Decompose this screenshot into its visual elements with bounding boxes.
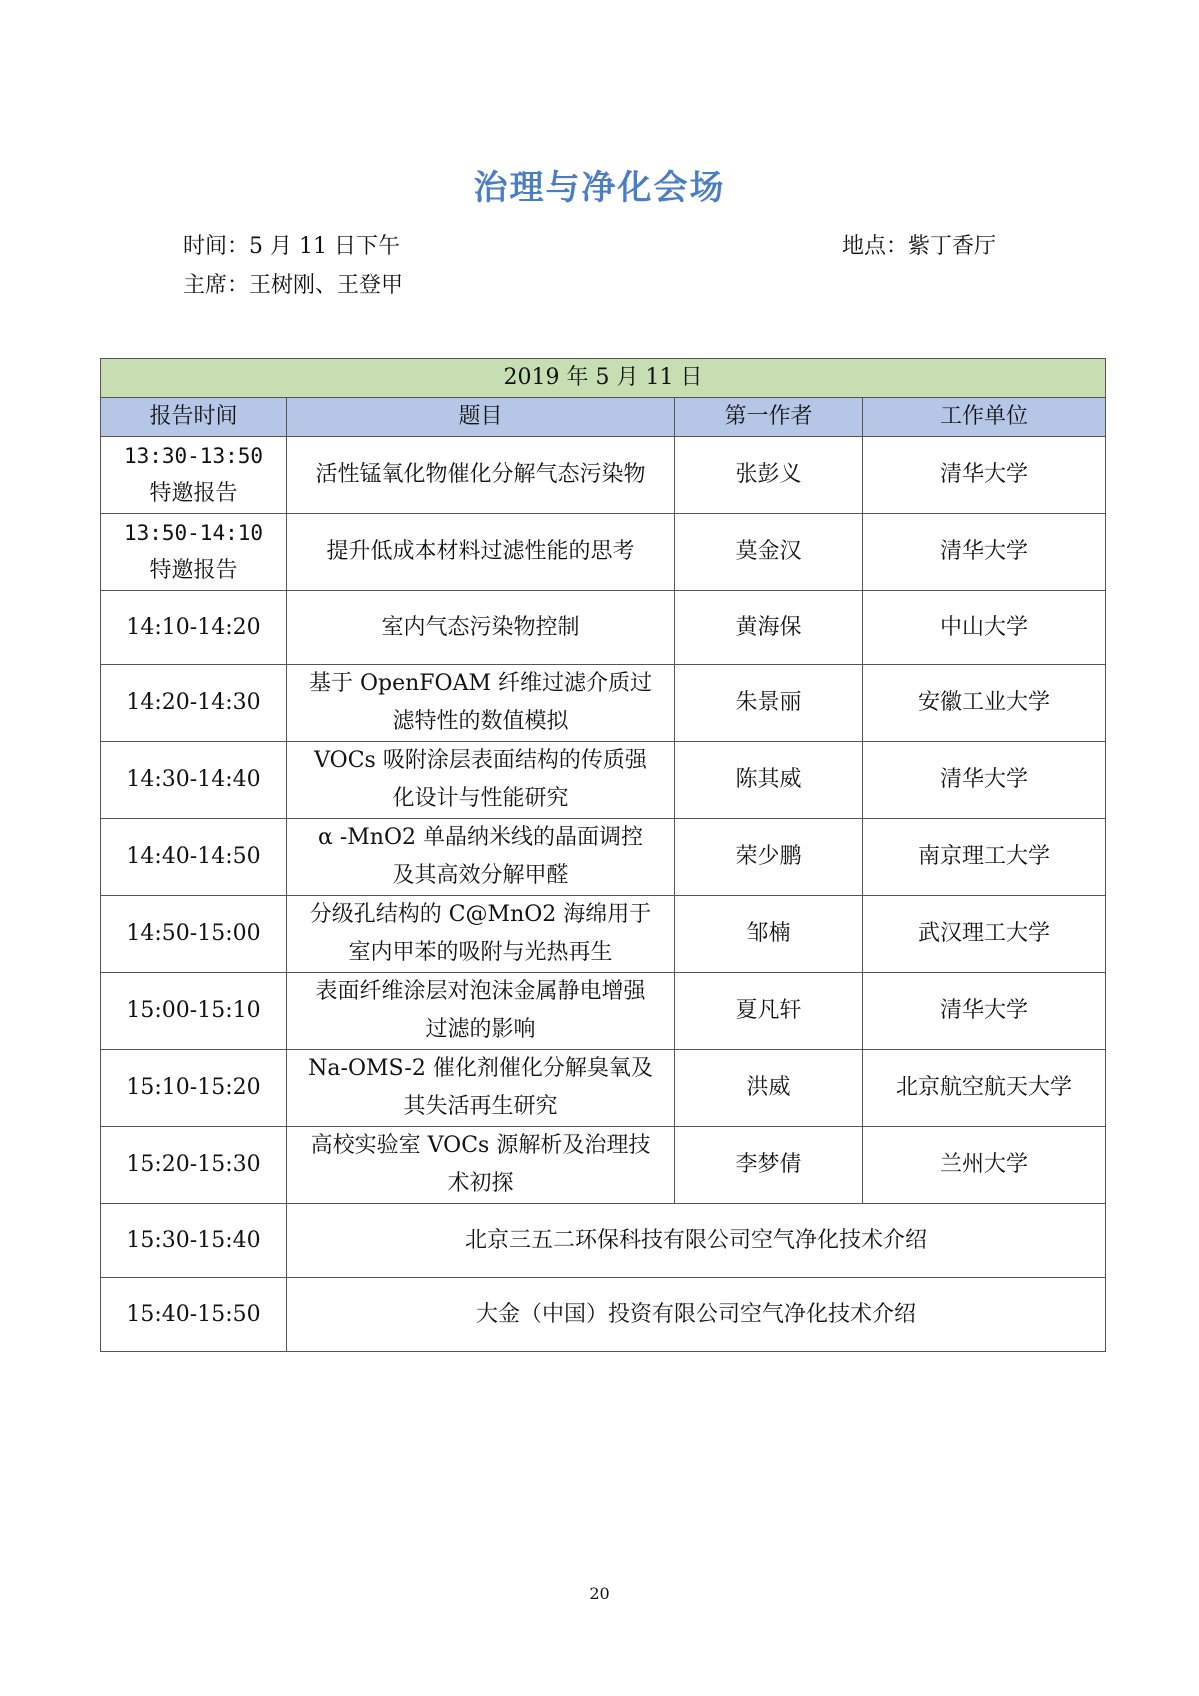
- note-text: 特邀报告: [149, 481, 238, 506]
- author-cell: 张彭义: [675, 437, 863, 514]
- title-line-1: 基于 OpenFOAM 纤维过滤介质过: [308, 671, 652, 696]
- author-cell: 荣少鹏: [675, 819, 863, 896]
- table-row: [101, 896, 1106, 973]
- table-row: [101, 514, 1106, 591]
- title-line-1: VOCs 吸附涂层表面结构的传质强: [314, 748, 647, 773]
- note-text: 特邀报告: [149, 558, 238, 583]
- author-cell: 李梦倩: [675, 1127, 863, 1204]
- title-line-2: 其失活再生研究: [403, 1094, 558, 1119]
- time-cell: 14:30-14:40: [101, 742, 287, 819]
- time-cell: 15:20-15:30: [101, 1127, 287, 1204]
- title-line-1: 高校实验室 VOCs 源解析及治理技: [310, 1133, 651, 1158]
- title-cell: [287, 1050, 675, 1127]
- author-cell: 陈其威: [675, 742, 863, 819]
- title-line-2: 术初探: [447, 1171, 514, 1196]
- header-title: 题目: [287, 398, 675, 437]
- time-cell: 14:40-14:50: [101, 819, 287, 896]
- table-row: [101, 973, 1106, 1050]
- span-text-cell: 北京三五二环保科技有限公司空气净化技术介绍: [287, 1204, 1106, 1278]
- title-cell: [287, 665, 675, 742]
- author-cell: 洪威: [675, 1050, 863, 1127]
- header-time: 报告时间: [101, 398, 287, 437]
- session-time: 时间：5 月 11 日下午: [183, 234, 400, 259]
- title-cell: 提升低成本材料过滤性能的思考: [287, 514, 675, 591]
- time-cell: 15:40-15:50: [101, 1278, 287, 1352]
- author-cell: 黄海保: [675, 591, 863, 665]
- schedule-table: [100, 358, 1106, 1352]
- title-line-1: 分级孔结构的 C@MnO2 海绵用于: [309, 902, 652, 927]
- time-cell: 15:00-15:10: [101, 973, 287, 1050]
- table-row: [101, 1204, 1106, 1278]
- title-cell: [287, 1127, 675, 1204]
- time-cell: 15:10-15:20: [101, 1050, 287, 1127]
- org-cell: 清华大学: [863, 973, 1106, 1050]
- title-line-2: 室内甲苯的吸附与光热再生: [348, 940, 613, 965]
- table-row: [101, 742, 1106, 819]
- title-cell: [287, 896, 675, 973]
- org-cell: 兰州大学: [863, 1127, 1106, 1204]
- page-number: 20: [589, 1584, 610, 1603]
- time-cell: 14:10-14:20: [101, 591, 287, 665]
- title-cell: 活性锰氧化物催化分解气态污染物: [287, 437, 675, 514]
- time-cell: 14:50-15:00: [101, 896, 287, 973]
- time-cell: 15:30-15:40: [101, 1204, 287, 1278]
- title-line-2: 及其高效分解甲醛: [392, 863, 569, 888]
- table-row: [101, 591, 1106, 665]
- time-text: 13:30-13:50: [123, 444, 264, 468]
- date-cell: 2019 年 5 月 11 日: [101, 359, 1106, 398]
- time-text: 13:50-14:10: [123, 521, 264, 545]
- org-cell: 南京理工大学: [863, 819, 1106, 896]
- title-line-1: Na-OMS-2 催化剂催化分解臭氧及: [308, 1056, 653, 1081]
- table-row: [101, 819, 1106, 896]
- table-row: [101, 437, 1106, 514]
- title-cell: [287, 973, 675, 1050]
- table-row: [101, 1050, 1106, 1127]
- title-cell: [287, 742, 675, 819]
- title-line-2: 过滤的影响: [425, 1017, 536, 1042]
- table-row: [101, 1278, 1106, 1352]
- title-cell: 室内气态污染物控制: [287, 591, 675, 665]
- header-author: 第一作者: [675, 398, 863, 437]
- table-row: [101, 665, 1106, 742]
- org-cell: 清华大学: [863, 437, 1106, 514]
- span-text-cell: 大金（中国）投资有限公司空气净化技术介绍: [287, 1278, 1106, 1352]
- author-cell: 夏凡轩: [675, 973, 863, 1050]
- author-cell: 邹楠: [675, 896, 863, 973]
- time-cell: 14:20-14:30: [101, 665, 287, 742]
- title-line-1: 表面纤维涂层对泡沫金属静电增强: [315, 979, 646, 1004]
- date-row: [101, 359, 1106, 398]
- time-cell: [101, 514, 287, 591]
- page-title: 治理与净化会场: [473, 168, 726, 208]
- title-line-1: α -MnO2 单晶纳米线的晶面调控: [317, 825, 643, 850]
- time-cell: [101, 437, 287, 514]
- session-chair: 主席：王树刚、王登甲: [183, 273, 404, 298]
- table-row: [101, 1127, 1106, 1204]
- header-org: 工作单位: [863, 398, 1106, 437]
- org-cell: 清华大学: [863, 742, 1106, 819]
- title-line-2: 滤特性的数值模拟: [392, 709, 569, 734]
- org-cell: 中山大学: [863, 591, 1106, 665]
- author-cell: 朱景丽: [675, 665, 863, 742]
- org-cell: 武汉理工大学: [863, 896, 1106, 973]
- author-cell: 莫金汉: [675, 514, 863, 591]
- title-line-2: 化设计与性能研究: [392, 786, 569, 811]
- header-row: [101, 398, 1106, 437]
- org-cell: 安徽工业大学: [863, 665, 1106, 742]
- title-cell: [287, 819, 675, 896]
- org-cell: 北京航空航天大学: [863, 1050, 1106, 1127]
- session-place: 地点：紫丁香厅: [842, 234, 997, 259]
- org-cell: 清华大学: [863, 514, 1106, 591]
